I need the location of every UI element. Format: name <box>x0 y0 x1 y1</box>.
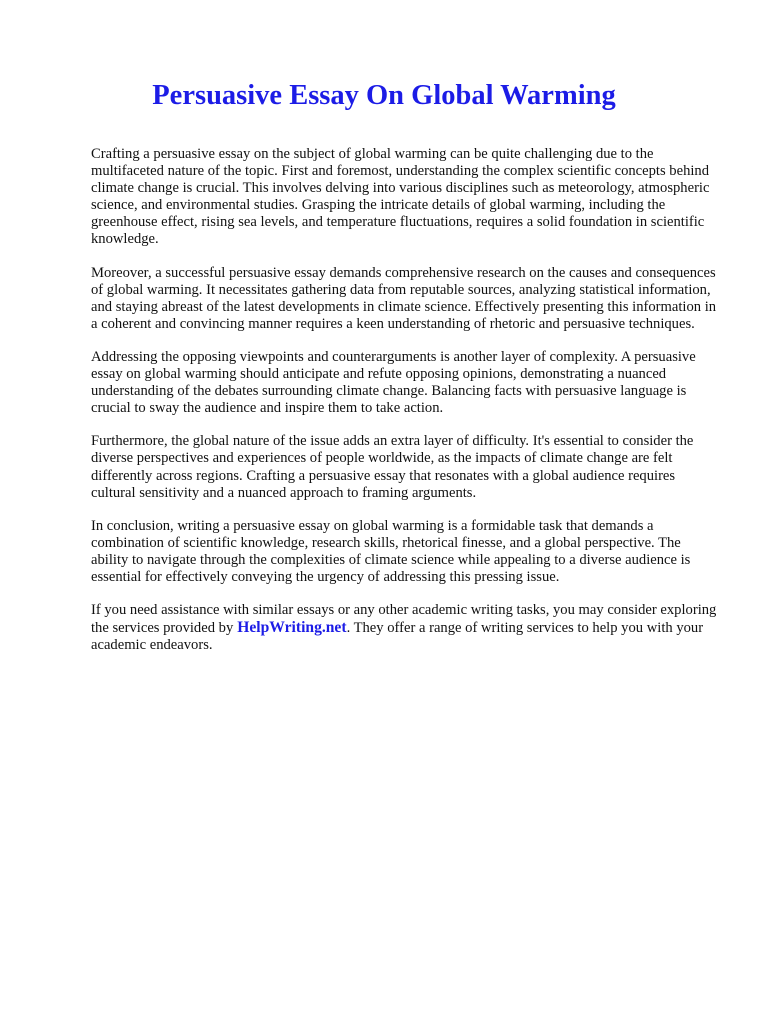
essay-body <box>91 146 721 670</box>
closing-text-before-link: If you need assistance with similar essays or any other academic writing tasks, you may consider exploring the services provided by <box>91 602 717 637</box>
paragraph-3: Addressing the opposing viewpoints and counterarguments is another layer of complexity. A persuasive essay on global warming should anticipate and refute opposing opinions, demonstrating a nuanced understanding of the debates surrounding climate change. Balancing facts with persuasive language is crucial to sway the audience and inspire them to take action. <box>91 348 696 417</box>
paragraph-2: Moreover, a successful persuasive essay demands comprehensive research on the causes and consequences of global warming. It necessitates gathering data from reputable sources, analyzing statistical information, and staying abreast of the latest developments in climate science. Effectively presenting this information in a coherent and convincing manner requires a keen understanding of rhetoric and persuasive techniques. <box>91 264 717 332</box>
page-title: Persuasive Essay On Global Warming <box>152 80 616 111</box>
paragraph-1: Crafting a persuasive essay on the subject of global warming can be quite challenging due to the multifaceted nature of the topic. First and foremost, understanding the complex scientific concepts behind climate change is crucial. This involves delving into various disciplines such as meteorology, atmospheric science, and environmental studies. Grasping the intricate details of global warming, including the greenhouse effect, rising sea levels, and temperature fluctuations, requires a solid foundation in scientific knowledge. <box>91 146 710 248</box>
closing-text-after-link: . They offer a range of writing services to help you with your academic endeavors. <box>91 620 704 654</box>
closing-paragraph <box>91 602 721 654</box>
paragraph-4: Furthermore, the global nature of the issue adds an extra layer of difficulty. It's essential to consider the diverse perspectives and experiences of people worldwide, as the impacts of climate change are felt differently across regions. Crafting a persuasive essay that resonates with a global audience requires cultural sensitivity and a nuanced approach to framing arguments. <box>91 433 694 501</box>
paragraph-5: In conclusion, writing a persuasive essay on global warming is a formidable task that demands a combination of scientific knowledge, research skills, rhetorical finesse, and a global perspective. The ability to navigate through the complexities of climate science while appealing to a diverse audience is essential for effectively conveying the urgency of addressing this pressing issue. <box>91 517 691 585</box>
helpwriting-link[interactable]: HelpWriting.net <box>237 619 347 637</box>
